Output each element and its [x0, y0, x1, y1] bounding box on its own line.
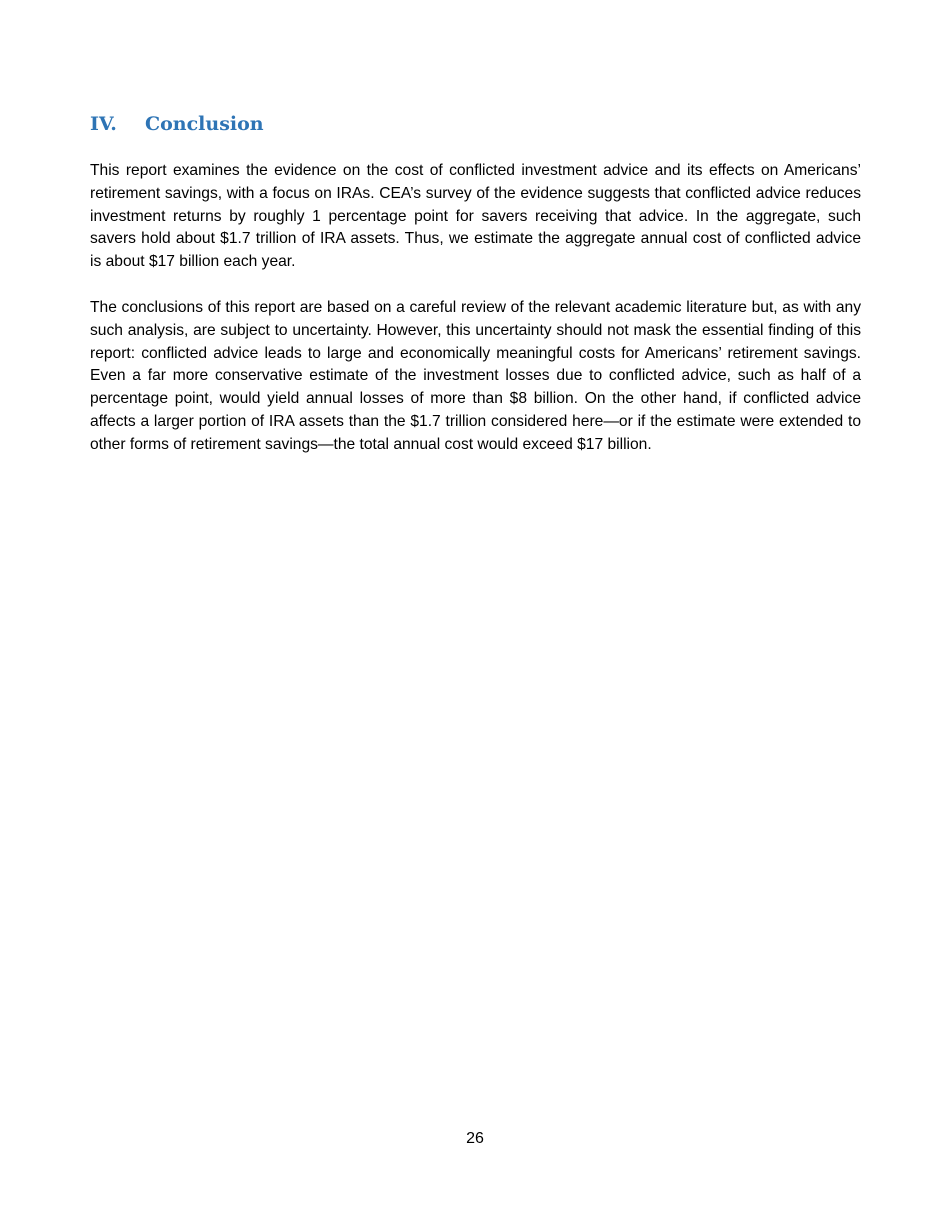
paragraph-summary: This report examines the evidence on the cost of conflicted investment advice and its effects on Americans’ retirement savings, with a focus on IRAs. CEA’s survey of the evidence suggests that conflicted advice reduces investment returns by roughly 1 percentage point for savers receiving that advice. In the aggregate, such savers hold about $1.7 trillion of IRA assets. Thus, we estimate the aggregate annual cost of conflicted advice is about $17 billion each year. — [90, 162, 861, 271]
paragraph-uncertainty: The conclusions of this report are based on a careful review of the relevant academic literature but, as with any such analysis, are subject to uncertainty. However, this uncertainty should not mask the essential finding of this report: conflicted advice leads to large and economically meaningful costs for Americans’ retirement savings. Even a far more conservative estimate of the investment losses due to conflicted advice, such as half of a percentage point, would yield annual losses of more than $8 billion. On the other hand, if conflicted advice affects a larger portion of IRA assets than the $1.7 trillion considered here—or if the estimate were extended to other forms of retirement savings—the total annual cost would exceed $17 billion. — [90, 299, 861, 453]
page-number: 26 — [466, 1130, 484, 1147]
section-title: Conclusion — [145, 113, 264, 135]
section-number: IV. — [90, 113, 117, 135]
section-heading — [90, 111, 264, 137]
